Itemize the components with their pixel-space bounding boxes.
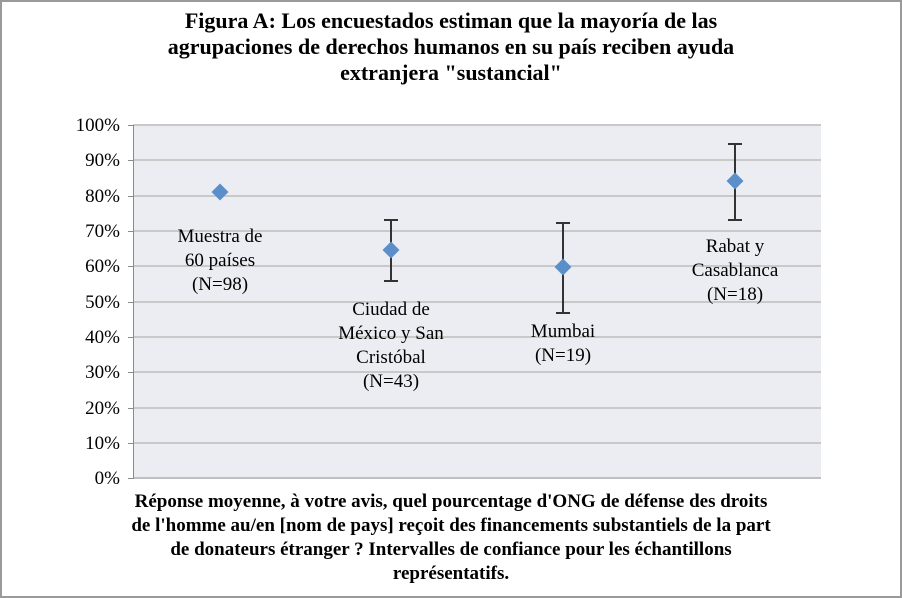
y-tick-label: 30% [85, 362, 120, 383]
y-tick [128, 372, 133, 373]
y-tick [128, 337, 133, 338]
y-tick-label: 20% [85, 398, 120, 419]
gridline-80 [133, 195, 821, 197]
y-tick-label: 40% [85, 327, 120, 348]
caption-line: Réponse moyenne, à votre avis, quel pourcentage d'ONG de défense des droits [134, 491, 768, 512]
chart-title-line: Figura A: Los encuestados estiman que la mayoría de las [184, 8, 718, 33]
y-tick [128, 302, 133, 303]
category-label: Mumbai (N=19) [530, 321, 596, 366]
y-tick [128, 478, 133, 479]
y-tick [128, 443, 133, 444]
error-bar-cap-top [384, 219, 398, 221]
y-tick-label: 80% [85, 186, 120, 207]
y-tick-label: 100% [75, 115, 120, 136]
y-tick [128, 125, 133, 126]
gridline-30 [133, 371, 821, 373]
gridline-40 [133, 336, 821, 338]
gridline-10 [133, 442, 821, 444]
y-tick [128, 160, 133, 161]
error-bar-cap-top [728, 143, 742, 145]
x-axis-line [133, 477, 821, 479]
category-label: Ciudad de México y San Cristóbal (N=43) [338, 299, 444, 392]
error-bar-cap-top [556, 222, 570, 224]
error-bar-cap-bottom [384, 280, 398, 282]
gridline-20 [133, 407, 821, 409]
chart-title-line: extranjera "sustancial" [340, 60, 562, 85]
y-tick-label: 60% [85, 256, 120, 277]
y-tick [128, 266, 133, 267]
y-tick [128, 408, 133, 409]
y-tick-label: 10% [85, 433, 120, 454]
y-axis-line [133, 125, 134, 479]
chart-title [0, 8, 902, 86]
gridline-90 [133, 159, 821, 161]
error-bar-cap-bottom [728, 219, 742, 221]
chart-title-line: agrupaciones de derechos humanos en su país reciben ayuda [167, 34, 735, 59]
x-axis-caption [0, 490, 902, 586]
gridline-100 [133, 124, 821, 126]
error-bar-cap-bottom [556, 312, 570, 314]
y-tick [128, 231, 133, 232]
y-tick-label: 90% [85, 150, 120, 171]
y-tick-label: 50% [85, 292, 120, 313]
caption-line: de donateurs étranger ? Intervalles de confiance pour les échantillons [170, 539, 732, 560]
y-tick [128, 196, 133, 197]
y-tick-label: 0% [94, 468, 120, 489]
caption-line: représentatifs. [392, 563, 510, 584]
caption-line: de l'homme au/en [nom de pays] reçoit des financements substantiels de la part [131, 515, 771, 536]
y-tick-label: 70% [85, 221, 120, 242]
category-label: Rabat y Casablanca (N=18) [691, 236, 779, 305]
category-label: Muestra de 60 países (N=98) [177, 226, 263, 295]
